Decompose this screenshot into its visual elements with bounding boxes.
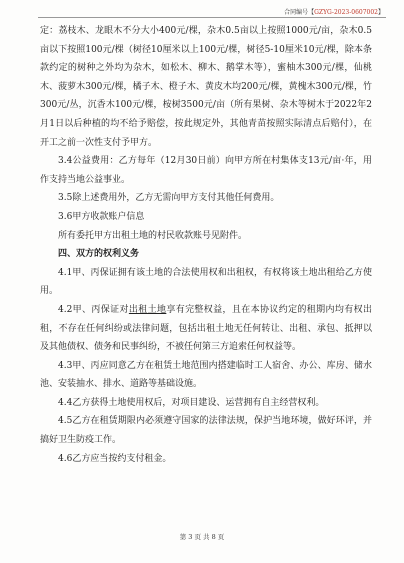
paragraph-4-2-rest: 享有完整权益，且在本协议约定的租期内均有权出租，不存在任何纠纷或法律问题，包括出租土地无任何转让、出租、承包、抵押以及其他债权、债务和民事纠纷，不被任何第三方追索任何权益等。: [40, 304, 372, 353]
page-number: 第 3 页 共 8 页: [179, 533, 225, 541]
contract-label: 合同编号【: [284, 9, 315, 16]
header-divider: [38, 17, 386, 18]
paragraph-4-4: 4.4乙方获得土地使用权后，对项目建设、运营拥有自主经营权利。: [58, 397, 325, 408]
paragraph-4-3: 4.3甲、丙应同意乙方在租赁土地范围内搭建临时工人宿舍、办公、库房、储水池、安装抽水、排水、道路等基础设施。: [40, 360, 372, 390]
contract-code: GZYG-2023-0607002: [314, 9, 378, 16]
paragraph-4-2-start: 4.2甲、丙保证对: [58, 304, 129, 315]
paragraph-account-note: 所有委托甲方出租土地的村民收款账号见附件。: [58, 230, 248, 241]
paragraph-4-2: [40, 301, 372, 357]
paragraph-4-6: 4.6乙方应当按约支付租金。: [58, 453, 172, 464]
contract-close: 】: [377, 9, 384, 16]
paragraph-4-5: 4.5乙方在租赁期限内必须遵守国家的法律法规，保护当地环境，做好环评，并搞好卫生防疫工作。: [40, 416, 372, 446]
contract-number: [284, 7, 384, 16]
paragraph-3-4: 3.4公益费用：乙方每年（12月30日前）向甲方所在村集体支13元/亩·年，用作支持当地公益事业。: [40, 156, 372, 185]
section-title-rights: 四、双方的权利义务: [58, 249, 140, 260]
paragraph-4-1: 4.1甲、丙保证拥有该土地的合法使用权和出租权，有权将该土地出租给乙方使用。: [40, 267, 372, 297]
paragraph-3-6: 3.6甲方收款账户信息: [58, 211, 145, 222]
paragraph-compensation: 定：荔枝木、龙眼木不分大小400元/棵，杂木0.5亩以上按照1000元/亩，杂木0.5亩以下按照100元/棵（树径10厘米以上100元/棵，树径5-10厘米10元/棵，除本条款约定的树种之外均为杂木，如松木、柳木、鹅掌木等），蜜柚木300元/棵，仙桃木、菠萝木300元/棵，橘子木、橙子木、黄皮木均200元/棵，黄槐木300元/棵，竹300元/丛，沉香木100元/棵，桉树3500元/亩（所有果树、杂木等树木于2022年2月1日以后种植的均不给予赔偿，按此规定外，其他青苗按照实际清点后赔付），在开工之前一次性支付予甲方。: [40, 26, 372, 148]
document-body: [40, 22, 372, 468]
underlined-term: 出租土地: [128, 304, 167, 315]
paragraph-3-5: 3.5除上述费用外，乙方无需向甲方支付其他任何费用。: [58, 193, 280, 204]
